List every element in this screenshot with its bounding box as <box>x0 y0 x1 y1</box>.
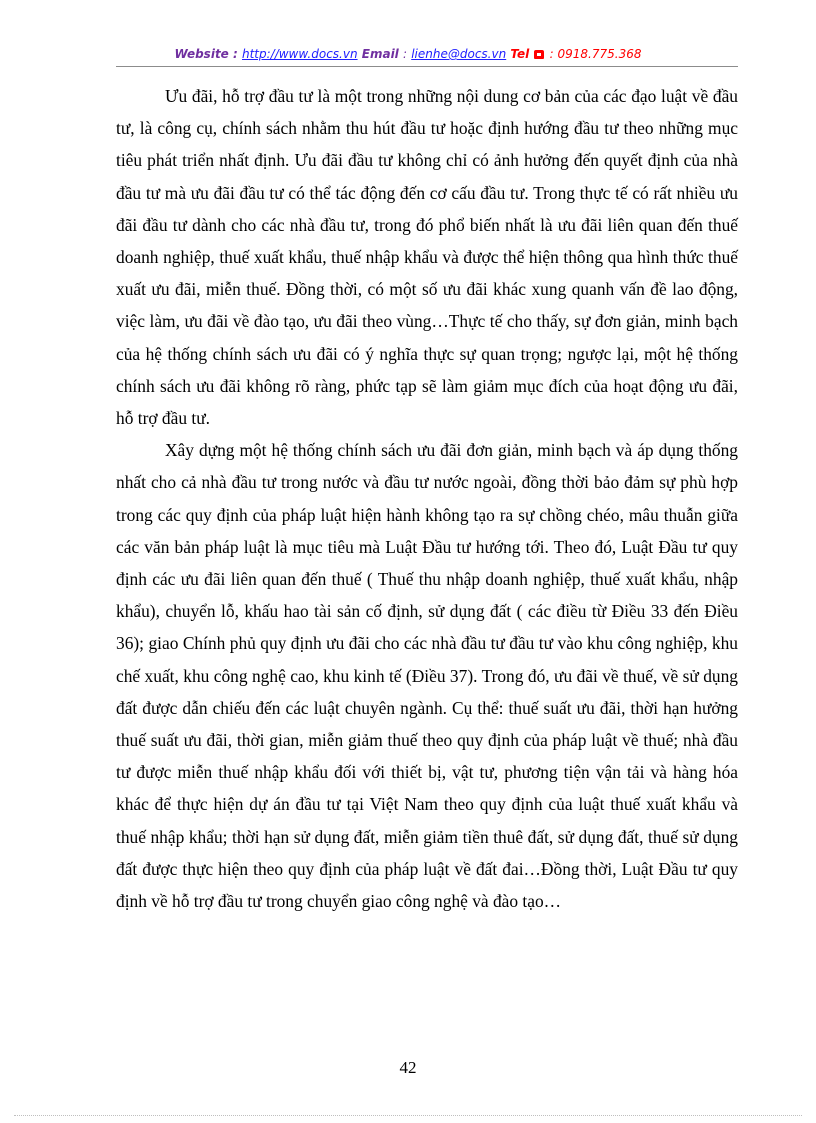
paragraph-1: Ưu đãi, hỗ trợ đầu tư là một trong những nội dung cơ bản của các đạo luật về đầu tư, là công cụ, chính sách nhằm thu hút đầu tư hoặc định hướng đầu tư theo những mục tiêu phát triển nhất định. Ưu đãi đầu tư không chỉ có ảnh hưởng đến quyết định của nhà đầu tư mà ưu đãi đầu tư có thể tác động đến cơ cấu đầu tư. Trong thực tế có rất nhiều ưu đãi đầu tư dành cho các nhà đầu tư, trong đó phổ biến nhất là ưu đãi liên quan đến thuế doanh nghiệp, thuế xuất khẩu, thuế nhập khẩu và được thể hiện thông qua hình thức thuế xuất ưu đãi, miễn thuế. Đồng thời, có một số ưu đãi khác xung quanh vấn đề lao động, việc làm, ưu đãi về đào tạo, ưu đãi theo vùng…Thực tế cho thấy, sự đơn giản, minh bạch của hệ thống chính sách ưu đãi có ý nghĩa thực sự quan trọng; ngược lại, một hệ thống chính sách ưu đãi không rõ ràng, phức tạp sẽ làm giảm mục đích của hoạt động ưu đãi, hỗ trợ đầu tư. <box>116 86 738 429</box>
website-link[interactable]: http://www.docs.vn <box>241 47 358 61</box>
email-separator: : <box>402 47 408 61</box>
page-number: 42 <box>399 1058 417 1077</box>
website-label: Website : <box>174 47 238 61</box>
paragraph-2: Xây dựng một hệ thống chính sách ưu đãi đơn giản, minh bạch và áp dụng thống nhất cho cả nhà đầu tư trong nước và đầu tư nước ngoài, đồng thời bảo đảm sự phù hợp trong các quy định của pháp luật hiện hành không tạo ra sự chồng chéo, mâu thuẫn giữa các văn bản pháp luật là mục tiêu mà Luật Đầu tư hướng tới. Theo đó, Luật Đầu tư quy định các ưu đãi liên quan đến thuế ( Thuế thu nhập doanh nghiệp, thuế xuất khẩu, nhập khẩu), chuyển lỗ, khấu hao tài sản cố định, sử dụng đất ( các điều từ Điều 33 đến Điều 36); giao Chính phủ quy định ưu đãi cho các nhà đầu tư đầu tư vào khu công nghiệp, khu chế xuất, khu công nghệ cao, khu kinh tế (Điều 37). Trong đó, ưu đãi về thuế, về sử dụng đất được dẫn chiếu đến các luật chuyên ngành. Cụ thể: thuế suất ưu đãi, thời hạn hưởng thuế suất ưu đãi, thời gian, miễn giảm thuế theo quy định của pháp luật về thuế; nhà đầu tư được miễn thuế nhập khẩu đối với thiết bị, vật tư, phương tiện vận tải và hàng hóa khác để thực hiện dự án đầu tư tại Việt Nam theo quy định của luật thuế xuất khẩu và thuế nhập khẩu; thời hạn sử dụng đất, miễn giảm tiền thuê đất, sử dụng đất, thuế sử dụng đất được thực hiện theo quy định của pháp luật về đất đai…Đồng thời, Luật Đầu tư quy định về hỗ trợ đầu tư trong chuyển giao công nghệ và đào tạo… <box>116 440 738 912</box>
telephone-icon <box>534 50 544 59</box>
body-text <box>116 80 738 917</box>
tel-label: Tel <box>510 47 530 61</box>
header-divider <box>116 66 738 67</box>
email-label: Email <box>361 47 399 61</box>
email-link[interactable]: lienhe@docs.vn <box>411 47 507 61</box>
footer-divider <box>14 1115 802 1116</box>
page-header <box>0 47 816 61</box>
phone-number: : 0918.775.368 <box>549 47 642 61</box>
